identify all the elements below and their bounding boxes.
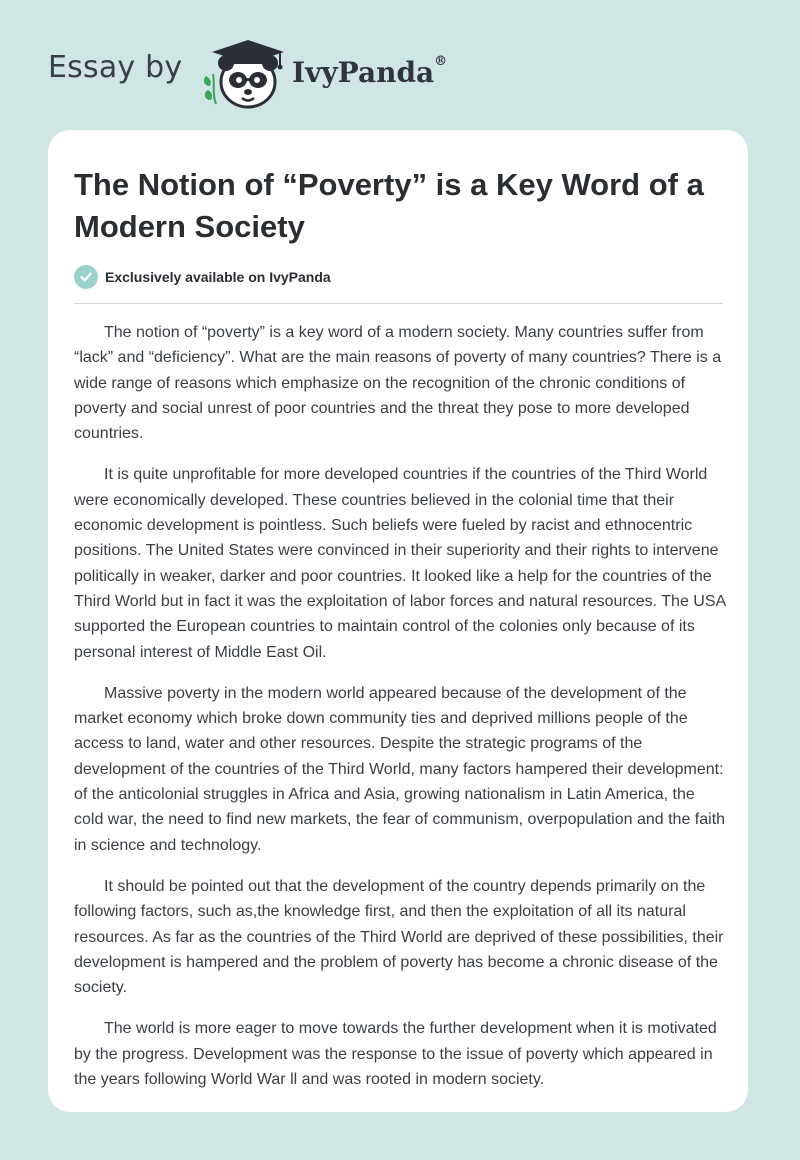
paragraph-1: The notion of “poverty” is a key word of a modern society. Many countries suffer from “lack” and “deficiency”. What are the main reasons of poverty of many countries? There is a wide range of reasons which emphasize on the recognition of the chronic conditions of poverty and social unrest of poor countries and the threat they pose to more developed countries. — [74, 324, 722, 443]
brand-text: IvyPanda — [292, 56, 435, 89]
essay-title: The Notion of “Poverty” is a Key Word of a Modern Society — [74, 167, 704, 244]
exclusive-label: Exclusively available on IvyPanda — [105, 269, 331, 285]
paragraph-3: Massive poverty in the modern world appeared because of the development of the market economy which broke down community ties and deprived millions people of the access to land, water and other resources. Despite the strategic programs of the development of the countries of the Third World, many factors hampered their development: of the anticolonial struggles in Africa and Asia, growing nationalism in Latin America, the cold war, the need to find new markets, the fear of communism, overpopulation and the faith in science and technology. — [74, 684, 726, 854]
paragraph-2: It is quite unprofitable for more developed countries if the countries of the Third World were economically developed. These countries believed in the colonial time that their economic development is pointless. Such beliefs were fueled by racist and ethnocentric positions. The United States were convinced in their superiority and their rights to intervene politically in weaker, darker and poor countries. It looked like a help for the countries of the Third World but in fact it was the exploitation of labor forces and natural resources. The USA supported the European countries to maintain control of the colonies only because of its personal interest of Middle East Oil. — [74, 466, 726, 661]
ivypanda-brand-name[interactable] — [292, 56, 447, 89]
paragraph-4: It should be pointed out that the development of the country depends primarily on the following factors, such as,the knowledge first, and then the exploitation of all its natural resources. As far as the countries of the Third World are deprived of these possibilities, their development is hampered and the problem of poverty has become a chronic disease of the society. — [74, 877, 724, 997]
exclusive-notice — [74, 264, 331, 290]
ivypanda-logo-icon[interactable] — [200, 36, 286, 110]
paragraph-5: The world is more eager to move towards the further development when it is motivated by the progress. Development was the response to the issue of poverty which appeared in the years following World War ll and was rooted in modern society. — [74, 1020, 717, 1089]
essay-by-label: Essay by — [48, 50, 183, 85]
site-header — [0, 0, 800, 130]
essay-body — [74, 320, 726, 1108]
title-divider — [74, 303, 723, 304]
registered-mark: ® — [434, 54, 448, 69]
check-circle-icon — [74, 265, 98, 289]
essay-card — [48, 130, 748, 1112]
